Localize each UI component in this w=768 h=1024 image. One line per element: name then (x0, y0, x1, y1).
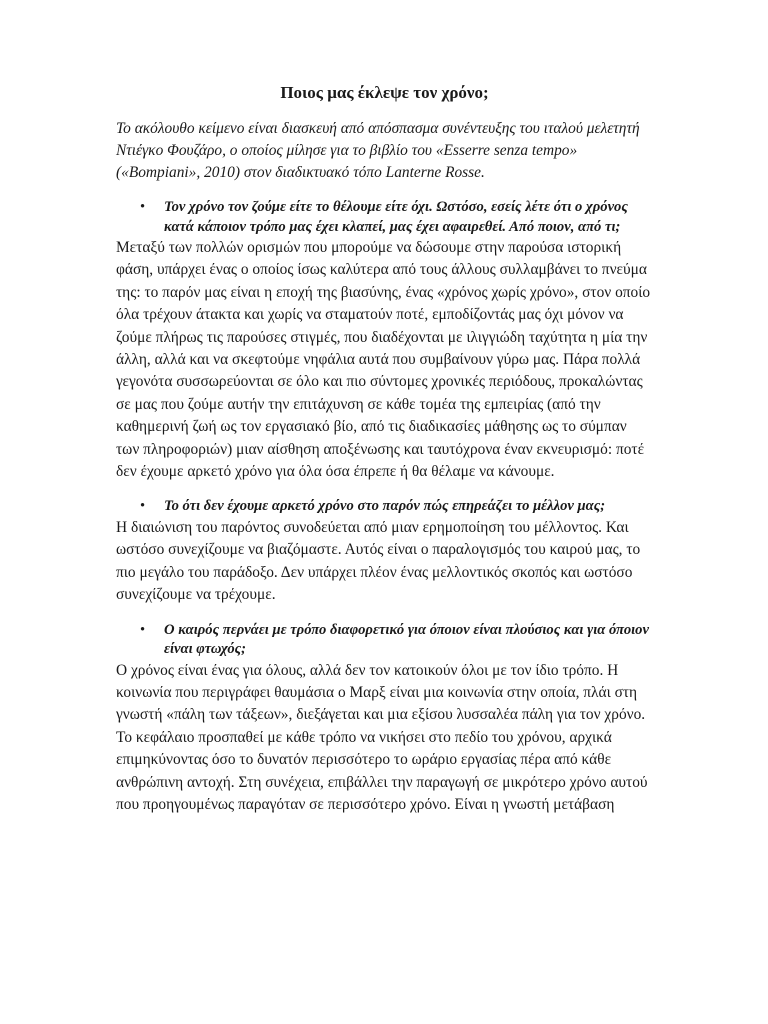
question-text: Τον χρόνο τον ζούμε είτε το θέλουμε είτε όχι. Ωστόσο, εσείς λέτε ότι ο χρόνος κατά κάποιον τρόπο μας έχει κλαπεί, μας έχει αφαιρεθεί. Από ποιον, από τι; (164, 199, 628, 235)
interview-answer: Ο χρόνος είναι ένας για όλους, αλλά δεν τον κατοικούν όλοι με τον ίδιο τρόπο. Η κοινωνία που περιγράφει θαυμάσια ο Μαρξ είναι μια κοινωνία στην οποία, πλάι στη γνωστή «πάλη των τάξεων», διεξάγεται και μια εξίσου λυσσαλέα πάλη για τον χρόνο. Το κεφάλαιο προσπαθεί με κάθε τρόπο να νικήσει στο πεδίο του χρόνου, αρχικά επιμηκύνοντας όσο το δυνατόν περισσότερο το ωράριο εργασίας πέρα από κάθε ανθρώπινη αντοχή. Στη συνέχεια, επιβάλλει την παραγωγή σε μικρότερο χρόνο αυτού που προηγουμένως παραγόταν σε περισσότερο χρόνο. Είναι η γνωστή μετάβαση (116, 661, 648, 814)
interview-question (116, 198, 653, 237)
interview-question (116, 621, 653, 660)
document-title: Ποιος μας έκλεψε τον χρόνο; (280, 83, 489, 102)
interview-answer: Μεταξύ των πολλών ορισμών που μπορούμε να δώσουμε στην παρούσα ιστορική φάση, υπάρχει ένας ο οποίος ίσως καλύτερα από τους άλλους συλλαμβάνει το πνεύμα της: το παρόν μας είναι η εποχή της βιασύνης, ένας «χρόνος χωρίς χρόνο», στον οποίο όλα τρέχουν άτακτα και χωρίς να σταματούν ποτέ, εμποδίζοντάς μας όχι μόνον να ζούμε πλήρως τις παρούσες στιγμές, που διαδέχονται με ιλιγγιώδη ταχύτητα η μία την άλλη, αλλά και να σκεφτούμε νηφάλια αυτά που συμβαίνουν γύρω μας. Πάρα πολλά γεγονότα συσσωρεύονται σε όλο και πιο σύντομες χρονικές περιόδους, προκαλώντας σε μας που ζούμε αυτήν την επιτάχυνση σε κάθε τομέα της εμπειρίας (από την καθημερινή ζωή ως τον εργασιακό βίο, από τις διαδικασίες μάθησης ως το σύμπαν των πληροφοριών) μιαν αίσθηση αποξένωσης και ταυτόχρονα έναν εκνευρισμό: ποτέ δεν έχουμε αρκετό χρόνο για όλα όσα έπρεπε ή θα θέλαμε να κάνουμε. (116, 239, 651, 481)
bullet-icon: • (140, 498, 146, 515)
bullet-icon: • (140, 621, 146, 638)
interview-section-2 (116, 497, 653, 606)
question-text: Ο καιρός περνάει με τρόπο διαφορετικό για όποιον είναι πλούσιος και για όποιον είναι φτωχός; (164, 621, 649, 658)
document-page (116, 82, 653, 830)
interview-question (116, 497, 653, 517)
interview-section-1 (116, 198, 653, 483)
interview-section-3 (116, 621, 653, 817)
question-text: Το ότι δεν έχουμε αρκετό χρόνο στο παρόν πώς επηρεάζει το μέλλον μας; (164, 498, 606, 515)
document-intro: Το ακόλουθο κείμενο είναι διασκευή από απόσπασμα συνέντευξης του ιταλού μελετητή Ντιέγκο Φουζάρο, ο οποίος μίλησε για το βιβλίο του «Esserre senza tempo» («Bompiani», 2010) στον διαδικτυακό τόπο Lanterne Rosse. (116, 120, 640, 181)
bullet-icon: • (140, 199, 146, 215)
interview-answer: Η διαιώνιση του παρόντος συνοδεύεται από μιαν ερημοποίηση του μέλλοντος. Και ωστόσο συνεχίζουμε να βιαζόμαστε. Αυτός είναι ο παραλογισμός του καιρού μας, το πιο μεγάλο του παράδοξο. Δεν υπάρχει πλέον ένας μελλοντικός σκοπός και ωστόσο συνεχίζουμε να τρέχουμε. (116, 518, 641, 604)
